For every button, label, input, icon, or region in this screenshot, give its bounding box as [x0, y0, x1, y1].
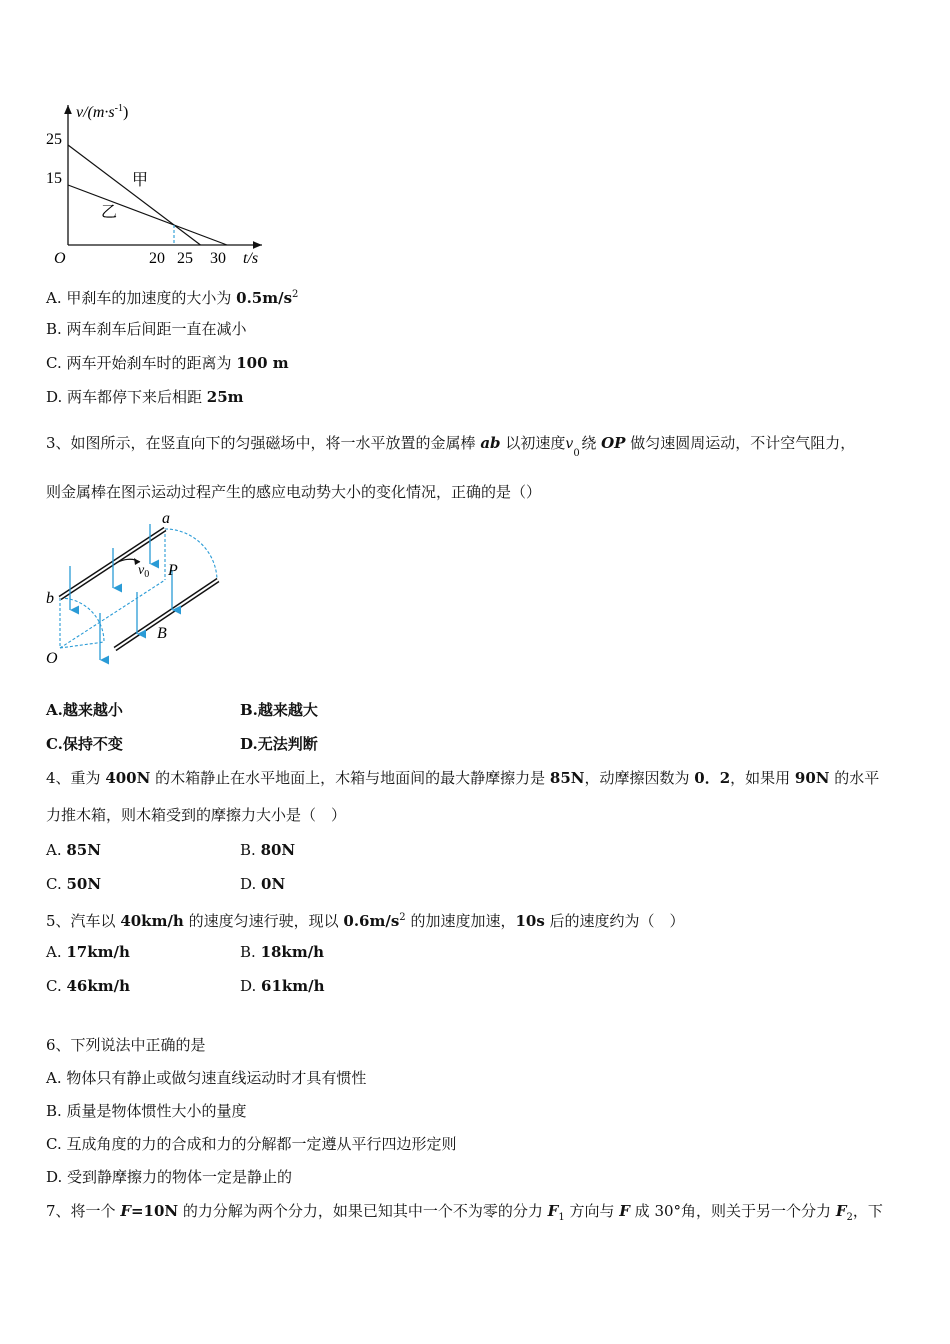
label-v0: $v_0$: [138, 563, 150, 580]
q2-option-c[interactable]: C. 两车开始刹车时的距离为 100 m: [46, 354, 289, 372]
q4-option-a[interactable]: A. 85N: [46, 841, 101, 859]
x-axis-label: t/s: [243, 250, 259, 267]
q5-option-a[interactable]: A. 17km/h: [46, 943, 130, 961]
q4-stem-line2: 力推木箱，则木箱受到的摩擦力大小是（ ）: [46, 806, 347, 824]
q5-option-b[interactable]: B. 18km/h: [240, 943, 325, 961]
label-jia: 甲: [132, 172, 149, 189]
q6-option-c[interactable]: C. 互成角度的力的合成和力的分解都一定遵从平行四边形定则: [46, 1135, 457, 1153]
q6-option-d[interactable]: D. 受到静摩擦力的物体一定是静止的: [46, 1168, 293, 1186]
label-field-b: B: [157, 625, 167, 642]
label-yi: 乙: [101, 204, 118, 221]
q6-stem: 6、下列说法中正确的是: [46, 1036, 206, 1054]
label-b: b: [46, 590, 54, 607]
y-axis-label: $v/(m\cdot s^{-1})$: [76, 103, 129, 121]
y-tick-15: 15: [46, 170, 62, 187]
q5-option-d[interactable]: D. 61km/h: [240, 977, 325, 995]
q3-option-b[interactable]: B.越来越大: [240, 701, 318, 719]
label-o: O: [46, 650, 58, 667]
q3-option-d[interactable]: D.无法判断: [240, 735, 318, 753]
label-a: a: [162, 510, 170, 527]
y-tick-25: 25: [46, 131, 62, 148]
q7-stem: 7、将一个 F=10N 的力分解为两个分力，如果已知其中一个不为零的分力 $F_1$ 方向与 F 成 30°角，则关于另一个分力 $F_2$，下: [46, 1202, 883, 1223]
x-tick-25: 25: [177, 250, 193, 267]
q6-option-b[interactable]: B. 质量是物体惯性大小的量度: [46, 1102, 247, 1120]
x-tick-20: 20: [149, 250, 165, 267]
x-tick-30: 30: [210, 250, 226, 267]
velocity-time-graph: [40, 95, 280, 275]
q4-stem-line1: 4、重为 400N 的木箱静止在水平地面上，木箱与地面间的最大静摩擦力是 85N，动摩擦因数为 0．2，如果用 90N 的水平: [46, 769, 880, 787]
q5-stem: 5、汽车以 40km/h 的速度匀速行驶，现以 $0.6m/s^2$ 的加速度加速，10s 后的速度约为（ ）: [46, 912, 685, 930]
q4-option-b[interactable]: B. 80N: [240, 841, 296, 859]
origin-label: O: [54, 250, 66, 267]
q2-option-b[interactable]: B. 两车刹车后间距一直在减小: [46, 320, 247, 338]
q3-option-c[interactable]: C.保持不变: [46, 735, 123, 753]
series-line-jia: [68, 145, 201, 245]
q2-option-d[interactable]: D. 两车都停下来后相距 25m: [46, 388, 244, 406]
magnetic-rod-figure: [40, 508, 240, 673]
q3-option-a[interactable]: A.越来越小: [46, 701, 123, 719]
q2-option-a[interactable]: A. 甲刹车的加速度的大小为 $0.5m/s^2$: [46, 289, 299, 307]
series-line-yi: [68, 185, 227, 245]
q4-option-c[interactable]: C. 50N: [46, 875, 102, 893]
label-p: P: [168, 562, 178, 579]
q5-option-c[interactable]: C. 46km/h: [46, 977, 131, 995]
q3-stem-line1: 3、如图所示，在竖直向下的匀强磁场中，将一水平放置的金属棒 ab 以初速度 v 0 绕 OP 做匀速圆周运动，不计空气阻力，: [46, 434, 856, 459]
q6-option-a[interactable]: A. 物体只有静止或做匀速直线运动时才具有惯性: [46, 1069, 367, 1087]
q4-option-d[interactable]: D. 0N: [240, 875, 286, 893]
q3-stem-line2: 则金属棒在图示运动过程产生的感应电动势大小的变化情况，正确的是（）: [46, 483, 542, 501]
